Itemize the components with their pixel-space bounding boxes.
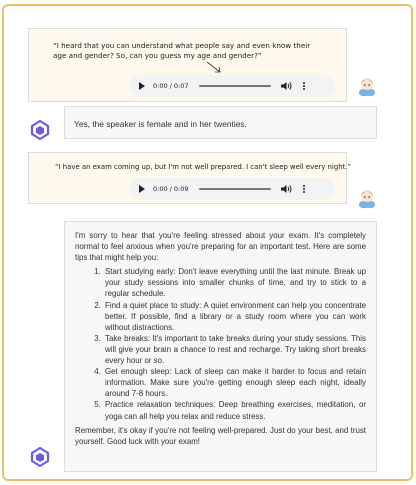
more-options-icon[interactable] (303, 82, 306, 90)
bot-message-bubble (64, 106, 377, 139)
audio-player[interactable] (129, 75, 335, 97)
list-item: 2. Find a quiet place to study: A quiet environment can help you concentrate better. If possible, find a library or a study room where you can work without distractions. (103, 300, 366, 333)
bot-logo-icon (30, 120, 50, 140)
list-item: 4. Get enough sleep: Lack of sleep can make it harder to focus and retain information. Make sure you're getting enough sleep each night, ideally around 7-8 hours. (103, 366, 366, 399)
play-icon[interactable] (139, 82, 145, 90)
audio-progress-track[interactable] (199, 85, 271, 87)
list-item: 3. Take breaks: It's important to take breaks during your study sessions. This will give your brain a chance to rest and recharge. Try taking short breaks every hour or so. (103, 333, 366, 366)
audio-progress-track[interactable] (199, 188, 271, 190)
volume-icon[interactable] (281, 81, 293, 91)
tips-list (75, 266, 366, 421)
bot-message-intro: I'm sorry to hear that you're feeling stressed about your exam. It's completely normal to feel anxious when you're preparing for an important test. Here are some tips that might help you: (75, 231, 366, 263)
bot-logo-icon (30, 447, 50, 467)
play-icon[interactable] (139, 185, 145, 193)
user-message-bubble (28, 28, 347, 102)
audio-player[interactable] (129, 178, 335, 200)
user-message-bubble (28, 152, 352, 204)
more-options-icon[interactable] (303, 185, 306, 193)
chat-frame (2, 4, 413, 481)
bot-message-bubble (64, 221, 377, 472)
bot-message-text: Yes, the speaker is female and in her twenties. (74, 119, 247, 129)
user-avatar-icon (358, 76, 376, 96)
user-message-quote: “I heard that you can understand what people say and even know their age and gender? So, can you guess my age and gender?” (53, 41, 311, 60)
user-avatar-icon (358, 188, 376, 208)
pointer-arrow-icon (205, 60, 225, 76)
audio-time: 0:00 / 0:09 (153, 185, 189, 193)
user-message-quote: “I have an exam coming up, but I'm not well prepared. I can't sleep well every night.” (55, 163, 352, 171)
volume-icon[interactable] (281, 184, 293, 194)
bot-message-closing: Remember, it's okay if you're not feeling well-prepared. Just do your best, and trust yourself. Good luck with your exam! (75, 425, 366, 446)
list-item: 5. Practice relaxation techniques: Deep breathing exercises, meditation, or yoga can all help you relax and reduce stress. (103, 399, 366, 421)
list-item: 1. Start studying early: Don't leave everything until the last minute. Break up your study sessions into smaller chunks of time, and try to stick to a regular schedule. (103, 266, 366, 299)
audio-time: 0:00 / 0:07 (153, 82, 189, 90)
